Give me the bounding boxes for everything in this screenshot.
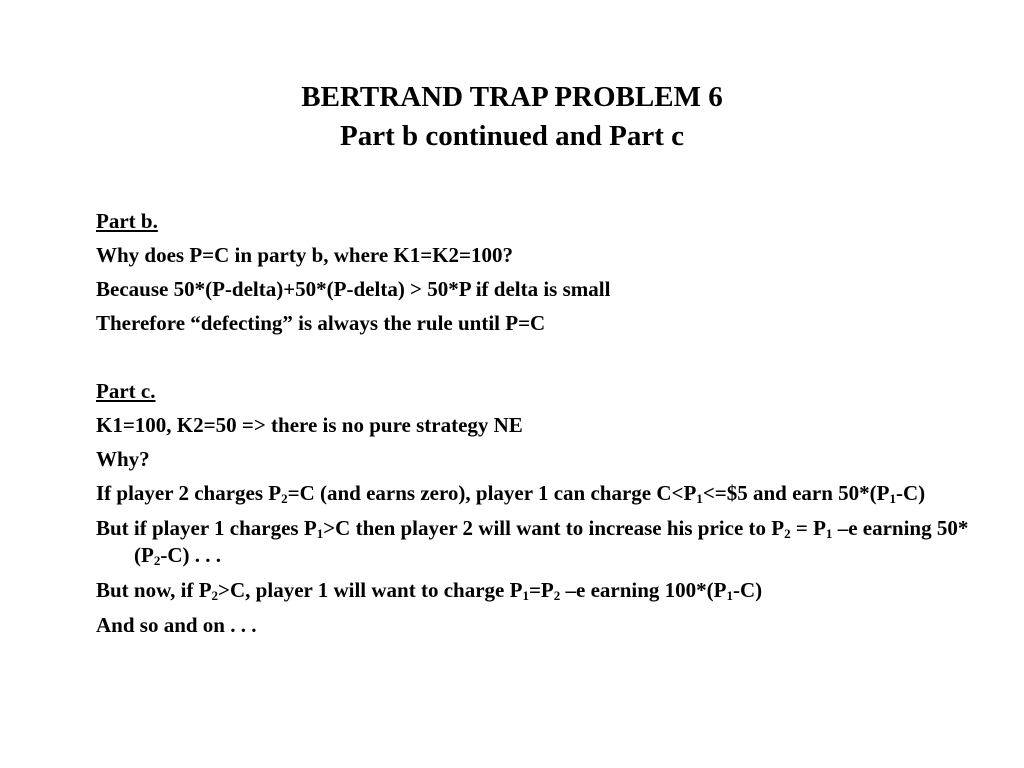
part-c-line-2: Why? [96, 447, 150, 471]
part-c-last-line: And so and on . . . [96, 613, 257, 637]
subscript: 2 [784, 525, 791, 541]
text-run: But if player 1 charges P [96, 516, 317, 540]
text-run: >C, player 1 will want to charge P [218, 578, 523, 602]
subscript: 1 [726, 587, 734, 603]
part-c-heading: Part c. [96, 379, 156, 403]
part-b-line-1: Why does P=C in party b, where K1=K2=100? [96, 243, 514, 267]
part-b-heading: Part b. [96, 209, 158, 233]
text-run: –e earning 100*(P [560, 578, 727, 602]
subscript: 2 [553, 587, 561, 603]
text-run: -C) . . . [160, 543, 221, 567]
part-c-bullet-1 [96, 480, 976, 507]
text-run: But now, if P [96, 578, 212, 602]
text-run: <=$5 and earn 50*(P [702, 481, 890, 505]
subscript: 1 [522, 587, 529, 603]
slide-body [96, 208, 976, 646]
slide-title [0, 78, 1024, 156]
text-run: = P [790, 516, 826, 540]
subscript: 2 [153, 552, 161, 568]
subscript: 1 [889, 490, 897, 506]
part-b-line-3: Therefore “defecting” is always the rule until P=C [96, 311, 546, 335]
subscript: 1 [825, 525, 833, 541]
title-line-1: BERTRAND TRAP PROBLEM 6 [301, 81, 723, 113]
text-run: If player 2 charges P [96, 481, 282, 505]
text-run: -C) [896, 481, 926, 505]
text-run: –e earning 50*(P [134, 516, 969, 567]
title-line-2: Part b continued and Part c [340, 120, 684, 152]
part-c-line-1: K1=100, K2=50 => there is no pure strategy NE [96, 413, 523, 437]
part-c-bullet-2 [96, 515, 976, 569]
part-b-line-2: Because 50*(P-delta)+50*(P-delta) > 50*P if delta is small [96, 277, 611, 301]
text-run: =C (and earns zero), player 1 can charge C<P [287, 481, 697, 505]
subscript: 2 [281, 490, 288, 506]
text-run: -C) [733, 578, 763, 602]
text-run: =P [528, 578, 554, 602]
subscript: 1 [696, 490, 703, 506]
part-c-bullet-3 [96, 577, 976, 604]
text-run: >C then player 2 will want to increase his price to P [323, 516, 785, 540]
subscript: 2 [211, 587, 219, 603]
section-spacer [96, 344, 976, 370]
subscript: 1 [316, 525, 324, 541]
